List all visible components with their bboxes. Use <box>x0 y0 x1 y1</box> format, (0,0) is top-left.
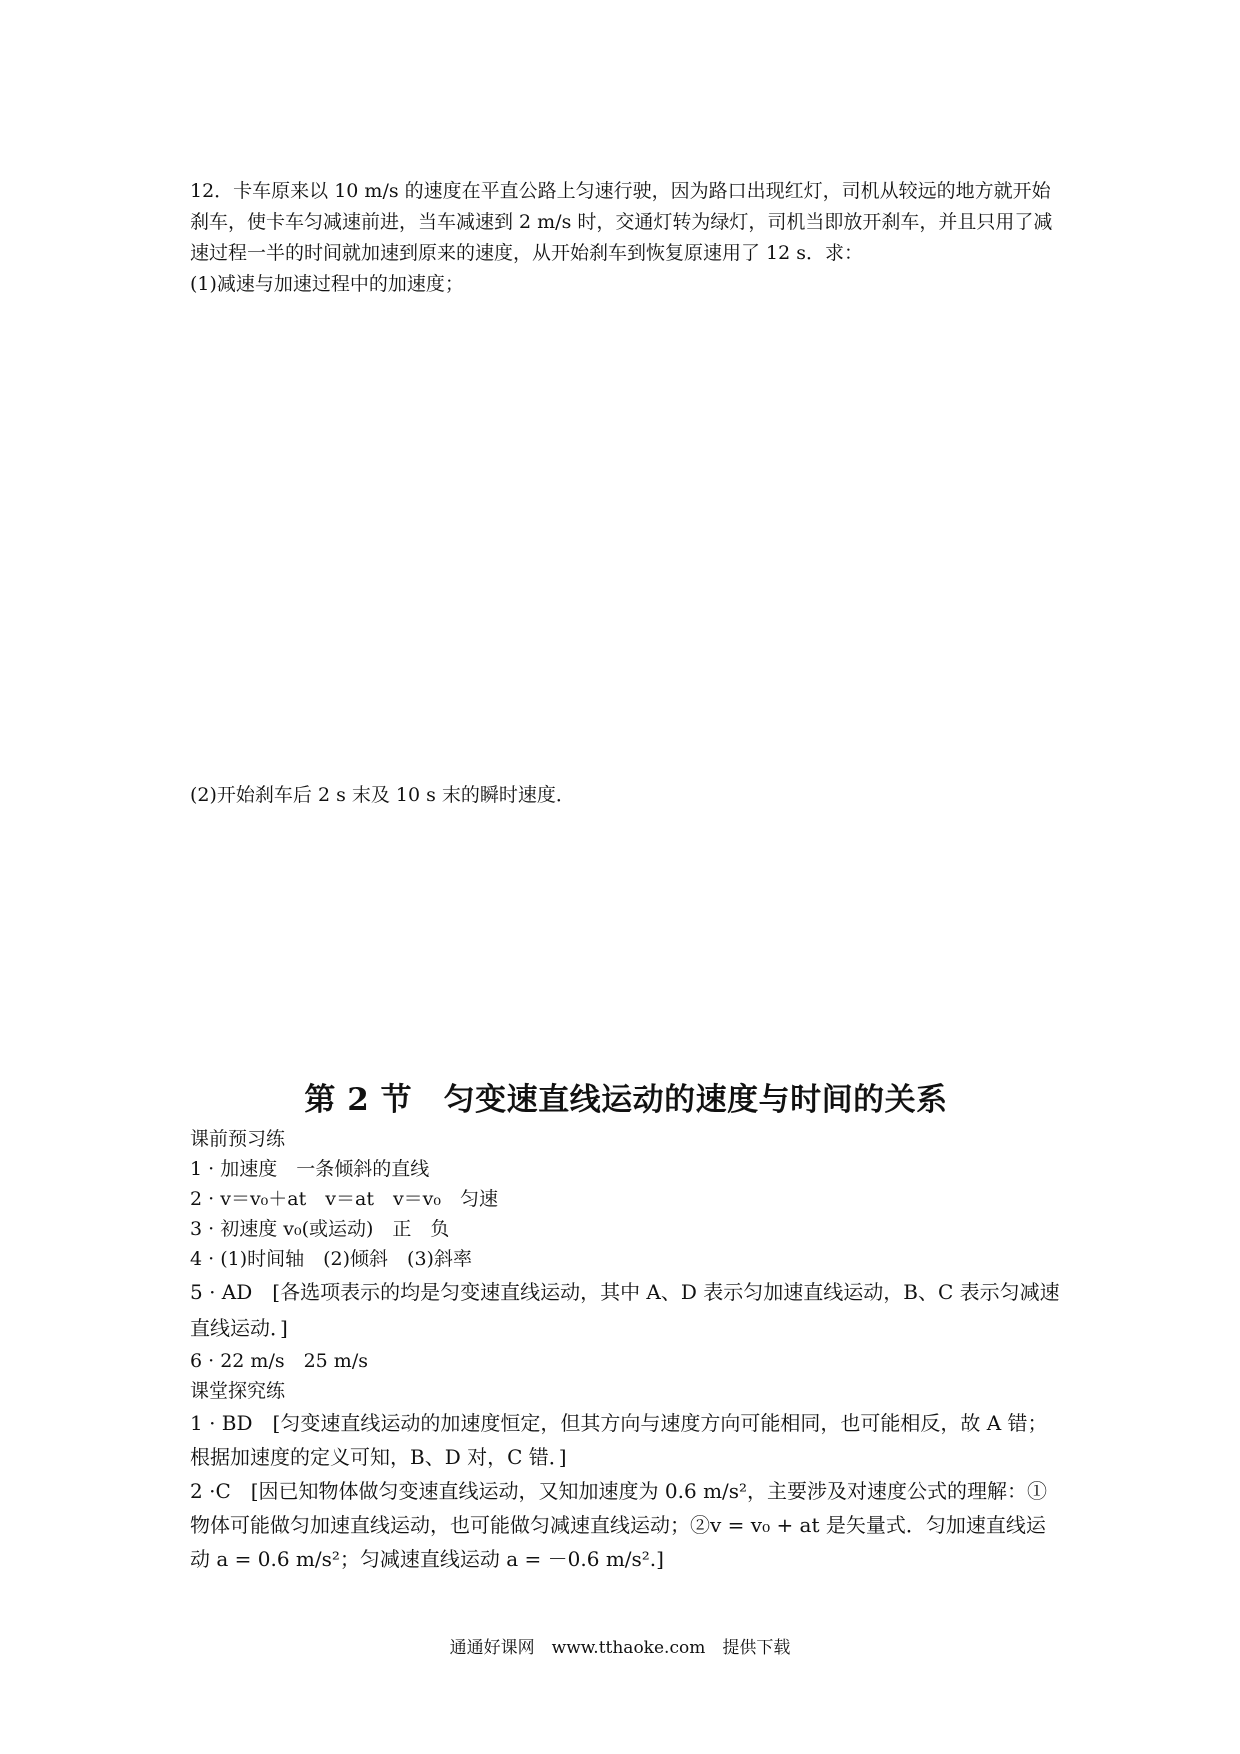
preview-answer-1: 1 · 加速度 一条倾斜的直线 <box>190 1158 430 1180</box>
problem-12 <box>190 176 1062 811</box>
problem-12-part-2: (2)开始刹车后 2 s 末及 10 s 末的瞬时速度． <box>190 784 575 806</box>
preview-answer-5: 5 · AD [各选项表示的均是匀变速直线运动，其中 A、D 表示匀加速直线运动，B、C 表示匀减速直线运动．] <box>190 1280 1060 1340</box>
preview-heading: 课前预习练 <box>190 1128 286 1150</box>
answer-section <box>190 1080 1062 1576</box>
class-answer-2: 2 ·C [因已知物体做匀变速直线运动，又知加速度为 0.6 m/s²，主要涉及对速度公式的理解：①物体可能做匀加速直线运动，也可能做匀减速直线运动；②v = v₀ + at 是矢量式．匀加速直线运动 a = 0.6 m/s²；匀减速直线运动 a = －0.6 m/s².] <box>190 1479 1048 1571</box>
problem-12-part-1: (1)减速与加速过程中的加速度； <box>190 273 464 295</box>
class-answer-1: 1 · BD [匀变速直线运动的加速度恒定，但其方向与速度方向可能相同，也可能相反，故 A 错；根据加速度的定义可知，B、D 对，C 错．] <box>190 1411 1048 1469</box>
answer-space <box>190 300 1062 780</box>
preview-answer-4: 4 · (1)时间轴 (2)倾斜 (3)斜率 <box>190 1248 472 1270</box>
footer-credit: 通通好课网 www.tthaoke.com 提供下载 <box>449 1638 791 1658</box>
preview-answer-6: 6 · 22 m/s 25 m/s <box>190 1350 368 1372</box>
problem-12-statement: 12．卡车原来以 10 m/s 的速度在平直公路上匀速行驶，因为路口出现红灯，司机从较远的地方就开始刹车，使卡车匀减速前进，当车减速到 2 m/s 时，交通灯转为绿灯，司机当即放开刹车，并且只用了减速过程一半的时间就加速到原来的速度，从开始刹车到恢复原速用了 12 s．求： <box>190 180 1053 264</box>
section-title: 第 2 节 匀变速直线运动的速度与时间的关系 <box>304 1082 948 1118</box>
class-heading: 课堂探究练 <box>190 1380 286 1402</box>
preview-answer-2: 2 · v＝v₀＋at v＝at v＝v₀ 匀速 <box>190 1188 499 1210</box>
preview-answer-3: 3 · 初速度 v₀(或运动) 正 负 <box>190 1218 450 1240</box>
